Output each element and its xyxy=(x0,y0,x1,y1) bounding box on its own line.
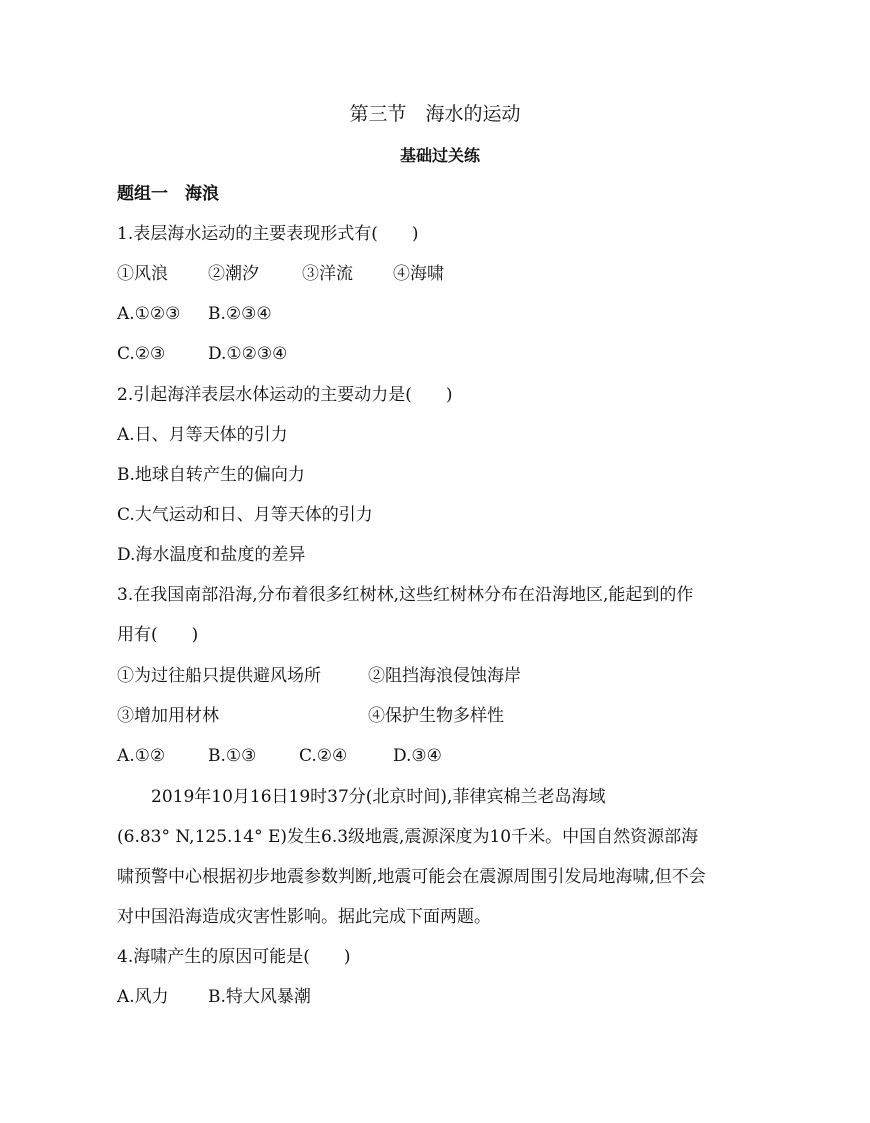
question-3-item-1: ①为过往船只提供避风场所 xyxy=(117,666,321,686)
option-d: D.海水温度和盐度的差异 xyxy=(117,545,306,565)
option-a: A.①②③ xyxy=(117,304,181,324)
passage-line-2: (6.83° N,125.14° E)发生6.3级地震,震源深度为10千米。中国自然资源部海 xyxy=(117,827,699,847)
question-1-options-ab xyxy=(117,303,272,325)
question-4-stem: 4.海啸产生的原因可能是( ) xyxy=(117,947,351,967)
page-title: 第三节 海水的运动 xyxy=(349,103,521,125)
question-1-stem: 1.表层海水运动的主要表现形式有( ) xyxy=(117,224,419,244)
option-d: D.①②③④ xyxy=(208,344,288,364)
question-2-stem: 2.引起海洋表层水体运动的主要动力是( ) xyxy=(117,385,453,405)
option-d: D.③④ xyxy=(393,746,442,766)
option-b: B.①③ xyxy=(208,746,257,766)
option-a: A.风力 xyxy=(117,987,169,1007)
question-3-item-3: ③增加用材林 xyxy=(117,706,219,726)
passage-line-4: 对中国沿海造成灾害性影响。据此完成下面两题。 xyxy=(117,907,491,927)
option-a: A.日、月等天体的引力 xyxy=(117,425,288,445)
question-3-item-4: ④保护生物多样性 xyxy=(368,706,504,726)
question-1-items xyxy=(117,263,444,285)
question-1-options-cd xyxy=(117,343,287,365)
question-1-item-1: ①风浪 xyxy=(117,264,168,284)
question-1-item-4: ④海啸 xyxy=(393,264,444,284)
question-3-stem-line-1: 3.在我国南部沿海,分布着很多红树林,这些红树林分布在沿海地区,能起到的作 xyxy=(117,585,694,605)
question-3-items-row-2 xyxy=(117,705,504,727)
question-3-stem-line-2: 用有( ) xyxy=(117,625,199,645)
option-b: B.特大风暴潮 xyxy=(208,987,311,1007)
option-a: A.①② xyxy=(117,746,166,766)
page-subtitle: 基础过关练 xyxy=(399,146,480,165)
question-group-heading: 题组一 海浪 xyxy=(117,184,219,204)
passage-line-1: 2019年10月16日19时37分(北京时间),菲律宾棉兰老岛海域 xyxy=(151,787,606,807)
question-1-item-3: ③洋流 xyxy=(302,264,353,284)
passage-line-3: 啸预警中心根据初步地震参数判断,地震可能会在震源周围引发局地海啸,但不会 xyxy=(117,867,706,887)
option-b: B.②③④ xyxy=(208,304,272,324)
question-3-items-row-1 xyxy=(117,665,521,687)
question-3-options xyxy=(117,745,442,767)
question-4-options xyxy=(117,986,311,1008)
question-3-item-2: ②阻挡海浪侵蚀海岸 xyxy=(368,666,521,686)
option-c: C.②③ xyxy=(117,344,166,364)
question-1-item-2: ②潮汐 xyxy=(208,264,259,284)
option-c: C.大气运动和日、月等天体的引力 xyxy=(117,505,373,525)
option-b: B.地球自转产生的偏向力 xyxy=(117,465,305,485)
option-c: C.②④ xyxy=(299,746,348,766)
